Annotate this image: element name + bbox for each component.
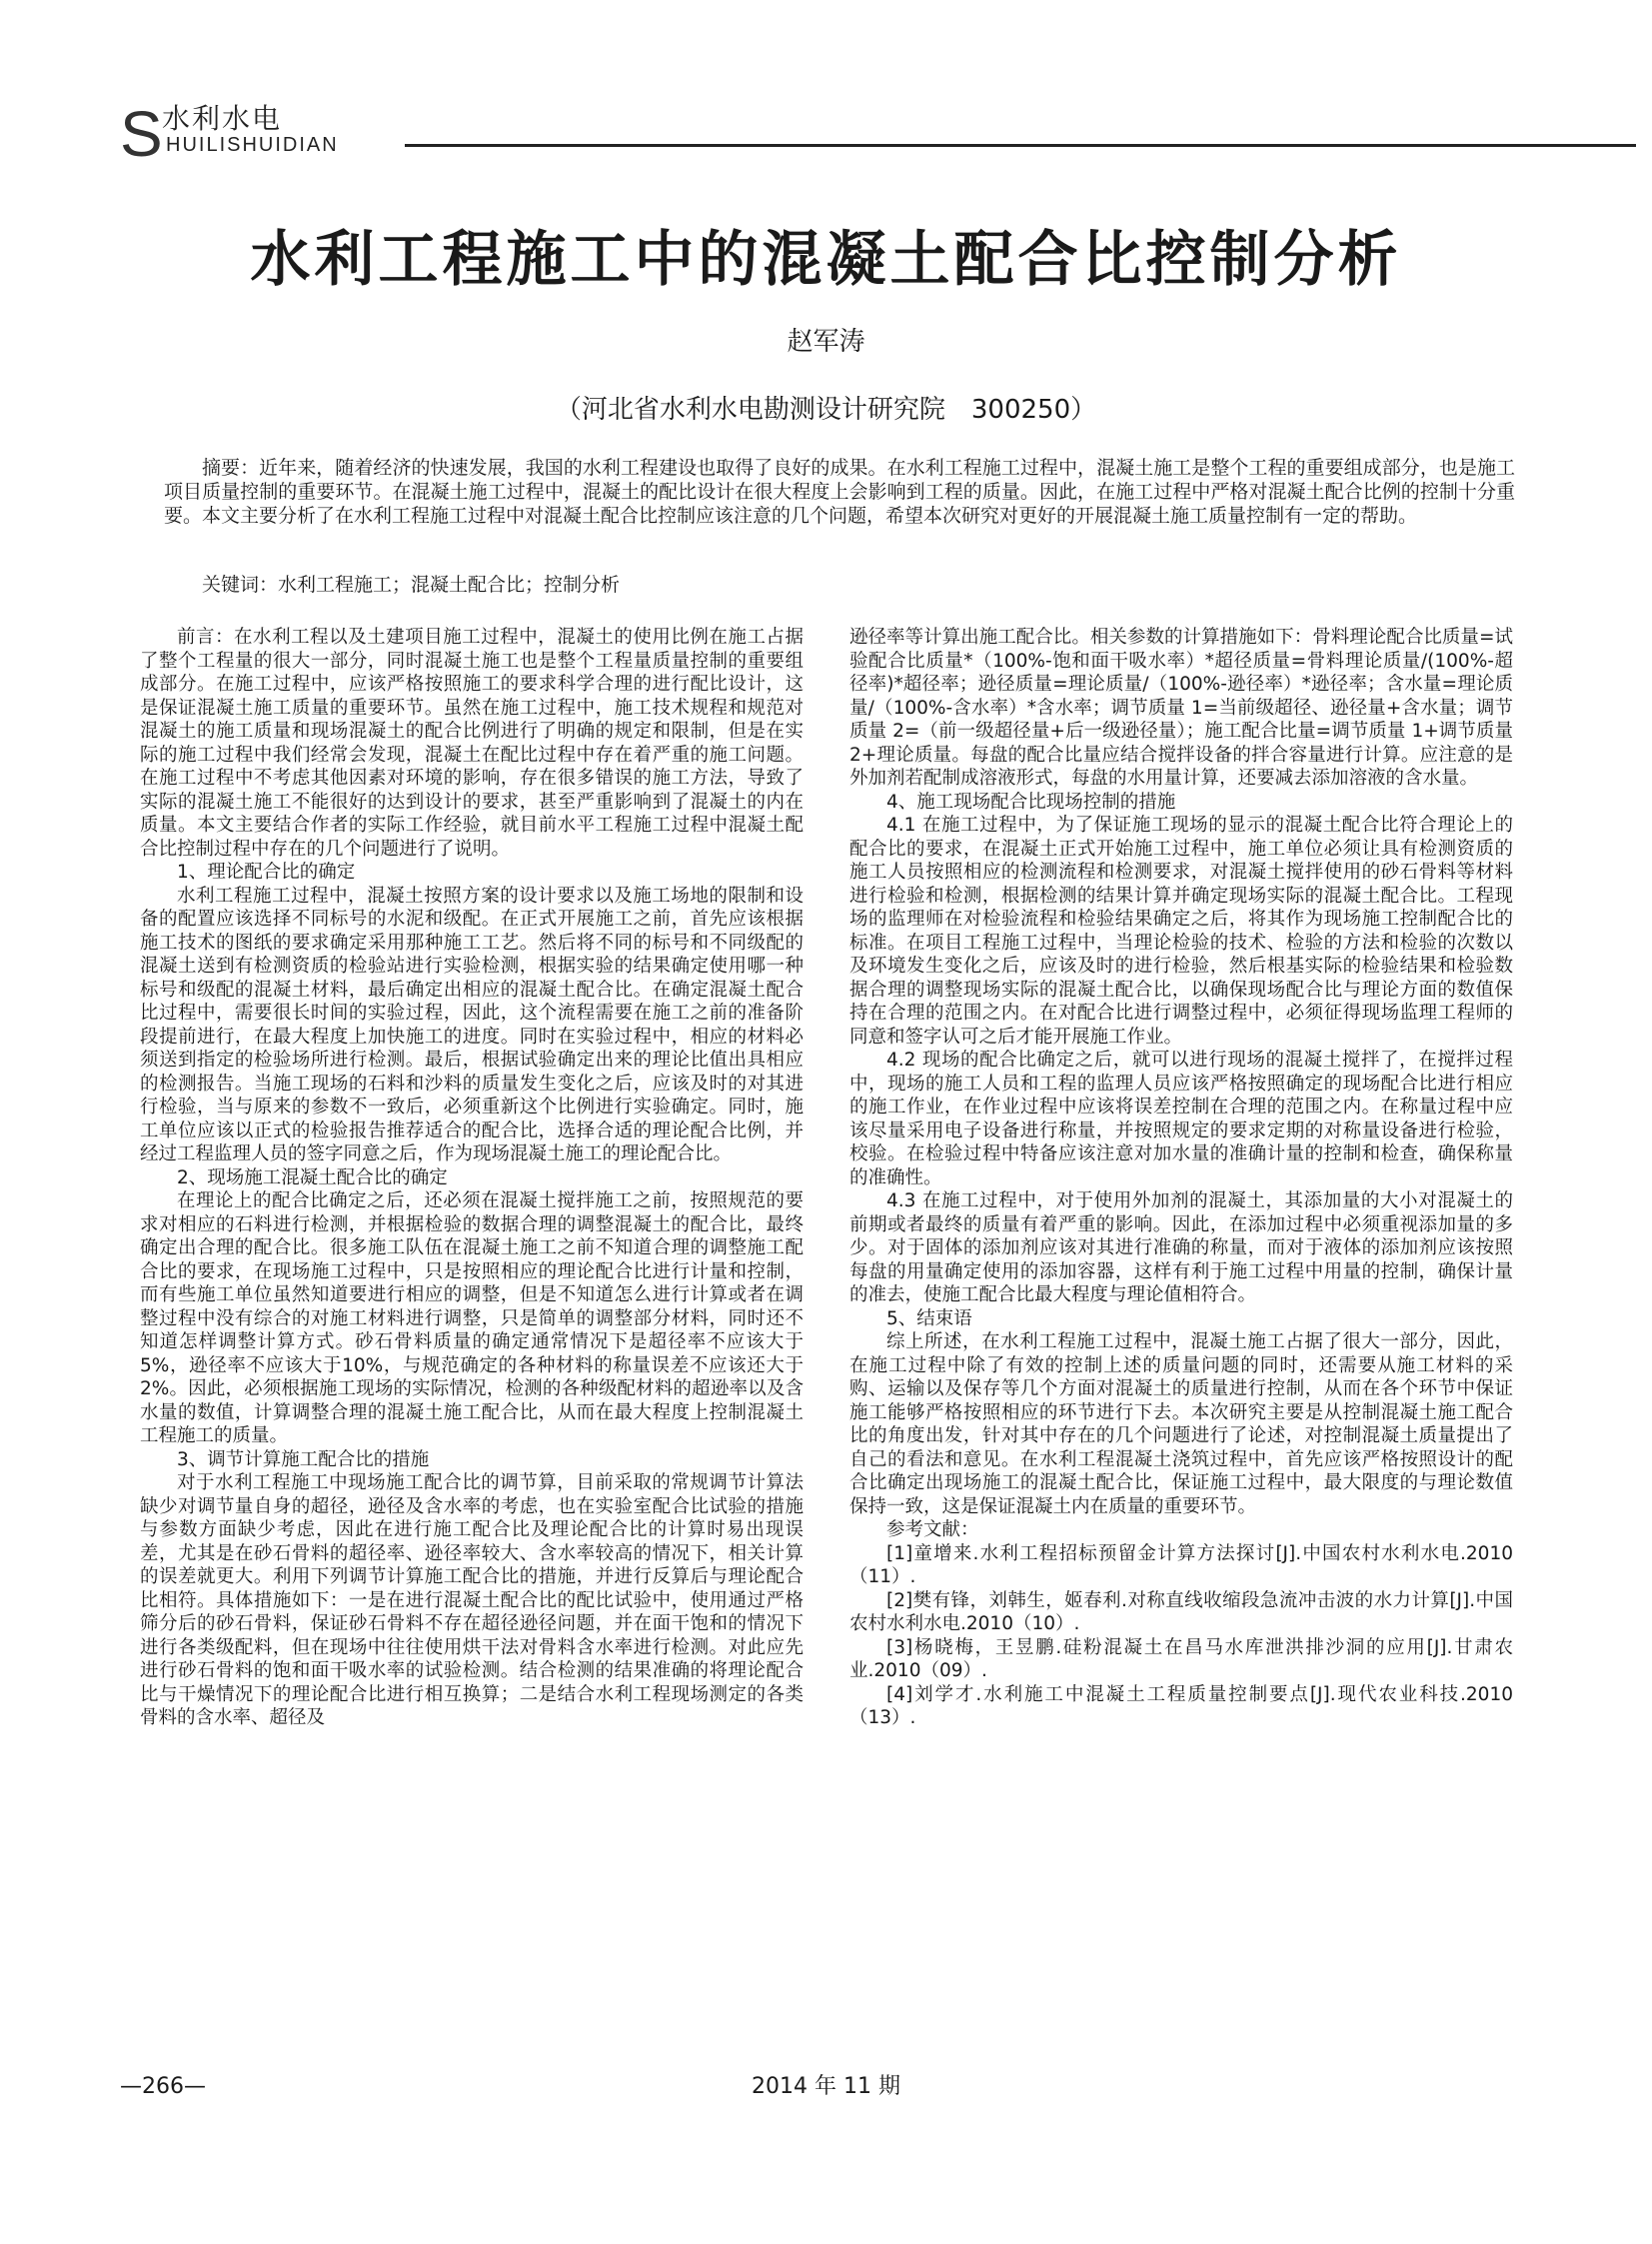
paragraph: 水利工程施工过程中，混凝土按照方案的设计要求以及施工场地的限制和设备的配置应该选择不同标号的水泥和级配。在正式开展施工之前，首先应该根据施工技术的图纸的要求确定采用那种施工工艺。然后将不同的标号和不同级配的混凝土送到有检测资质的检验站进行实验检测，根据实验的结果确定使用哪一种标号和级配的混凝土材料，最后确定出相应的混凝土配合比。在确定混凝土配合比过程中，需要很长时间的实验过程，因此，这个流程需要在施工之前的准备阶段提前进行，在最大程度上加快施工的进度。同时在实验过程中，相应的材料必须送到指定的检验场所进行检测。最后，根据试验确定出来的理论比值出具相应的检测报告。当施工现场的石料和沙料的质量发生变化之后，应该及时的对其进行检验，当与原来的参数不一致后，必须重新这个比例进行实验确定。同时，施工单位应该以正式的检验报告推荐适合的配合比，选择合适的理论配合比例，并经过工程监理人员的签字同意之后，作为现场混凝土施工的理论配合比。 <box>140 885 804 1164</box>
section-heading-4: 4、施工现场配合比现场控制的措施 <box>886 791 1176 813</box>
keywords: 关键词：水利工程施工；混凝土配合比；控制分析 <box>202 574 621 596</box>
masthead-logo-letter: S <box>120 98 163 170</box>
section-heading-3: 3、调节计算施工配合比的措施 <box>177 1448 430 1470</box>
paragraph: 4.2 现场的配合比确定之后，就可以进行现场的混凝土搅拌了，在搅拌过程中，现场的施工人员和工程的监理人员应该严格按照确定的现场配合比进行相应的施工作业，在作业过程中应该将误差控制在合理的范围之内。在称量过程中应该尽量采用电子设备进行称量，并按照规定的要求定期的对称量设备进行检验，校验。在检验过程中特备应该注意对加水量的准确计量的控制和检查，确保称量的准确性。 <box>849 1050 1513 1188</box>
reference-item: [3]杨晓梅，王昱鹏.硅粉混凝土在昌马水库泄洪排沙洞的应用[J].甘肃农业.2010（09）. <box>849 1636 1513 1681</box>
paragraph-introduction: 前言：在水利工程以及土建项目施工过程中，混凝土的使用比例在施工占据了整个工程量的很大一部分，同时混凝土施工也是整个工程量质量控制的重要组成部分。在施工过程中，应该严格按照施工的要求科学合理的进行配比设计，这是保证混凝土施工质量的重要环节。虽然在施工过程中，施工技术规程和规范对混凝土的施工质量和现场混凝土的配合比例进行了明确的规定和限制，但是在实际的施工过程中我们经常会发现，混凝土在配比过程中存在着严重的施工问题。在施工过程中不考虑其他因素对环境的影响，存在很多错误的施工方法，导致了实际的混凝土施工不能很好的达到设计的要求，甚至严重影响到了混凝土的内在质量。本文主要结合作者的实际工作经验，就目前水平工程施工过程中混凝土配合比控制过程中存在的几个问题进行了说明。 <box>140 627 804 860</box>
masthead-rule <box>405 144 1636 147</box>
journal-masthead <box>120 96 1519 170</box>
paragraph: 在理论上的配合比确定之后，还必须在混凝土搅拌施工之前，按照规范的要求对相应的石料进行检测，并根据检验的数据合理的调整混凝土的配合比，最终确定出合理的配合比。很多施工队伍在混凝土施工之前不知道合理的调整施工配合比的要求，在现场施工过程中，只是按照相应的理论配合比进行计量和控制，而有些施工单位虽然知道要进行相应的调整，但是不知道怎么进行计算或者在调整过程中没有综合的对施工材料进行调整，只是简单的调整部分材料，同时还不知道怎样调整计算方式。砂石骨料质量的确定通常情况下是超径率不应该大于5%，逊径率不应该大于10%，与规范确定的各种材料的称量误差不应该还大于2%。因此，必须根据施工现场的实际情况，检测的各种级配材料的超逊率以及含水量的数值，计算调整合理的混凝土施工配合比，从而在最大程度上控制混凝土工程施工的质量。 <box>140 1190 804 1446</box>
references-heading: 参考文献： <box>886 1519 979 1540</box>
reference-item: [1]童增来.水利工程招标预留金计算方法探讨[J].中国农村水利水电.2010（11）. <box>849 1542 1513 1587</box>
paragraph: 逊径率等计算出施工配合比。相关参数的计算措施如下：骨料理论配合比质量=试验配合比质量*（100%-饱和面干吸水率）*超径质量=骨料理论质量/(100%-超径率)*超径率；逊径质量=理论质量/（100%-逊径率）*逊径率；含水量=理论质量/（100%-含水率）*含水率；调节质量 1=当前级超径、逊径量+含水量；调节质量 2=（前一级超径量+后一级逊径量）；施工配合比量=调节质量 1+调节质量 2+理论质量。每盘的配合比量应结合搅拌设备的拌合容量进行计算。应注意的是外加剂若配制成溶液形式，每盘的水用量计算，还要减去添加溶液的含水量。 <box>849 627 1513 789</box>
paragraph: 对于水利工程施工中现场施工配合比的调节算，目前采取的常规调节计算法缺少对调节量自身的超径，逊径及含水率的考虑，也在实验室配合比试验的措施与参数方面缺少考虑，因此在进行施工配合比及理论配合比的计算时易出现误差，尤其是在砂石骨料的超径率、逊径率较大、含水率较高的情况下，相关计算的误差就更大。利用下列调节计算施工配合比的措施，并进行反算后与理论配合比相符。具体措施如下：一是在进行混凝土配合比的配比试验中，使用通过严格筛分后的砂石骨料，保证砂石骨料不存在超径逊径问题，并在面干饱和的情况下进行各类级配料，但在现场中往往使用烘干法对骨料含水率进行检测。对此应先进行砂石骨料的饱和面干吸水率的试验检测。结合检测的结果准确的将理论配合比与干燥情况下的理论配合比进行相互换算；二是结合水利工程现场测定的各类骨料的含水率、超径及 <box>140 1472 804 1728</box>
article-title: 水利工程施工中的混凝土配合比控制分析 <box>250 225 1402 295</box>
issue-label: 2014 年 11 期 <box>752 2074 900 2099</box>
author-affiliation: （河北省水利水电勘测设计研究院 300250） <box>555 395 1097 425</box>
masthead-journal-name-en: HUILISHUIDIAN <box>166 134 339 156</box>
section-heading-2: 2、现场施工混凝土配合比的确定 <box>177 1166 448 1188</box>
abstract: 摘要：近年来，随着经济的快速发展，我国的水利工程建设也取得了良好的成果。在水利工程施工过程中，混凝土施工是整个工程的重要组成部分，也是施工项目质量控制的重要环节。在混凝土施工过程中，混凝土的配比设计在很大程度上会影响到工程的质量。因此，在施工过程中严格对混凝土配合比例的控制十分重要。本文主要分析了在水利工程施工过程中对混凝土配合比控制应该注意的几个问题，希望本次研究对更好的开展混凝土施工质量控制有一定的帮助。 <box>164 457 1515 527</box>
reference-item: [2]樊有锋，刘韩生，姬春利.对称直线收缩段急流冲击波的水力计算[J].中国农村水利水电.2010（10）. <box>849 1589 1513 1634</box>
paragraph: 4.3 在施工过程中，对于使用外加剂的混凝土，其添加量的大小对混凝土的前期或者最终的质量有着严重的影响。因此，在添加过程中必须重视添加量的多少。对于固体的添加剂应该对其进行准确的称量，而对于液体的添加剂应该按照每盘的用量确定使用的添加容器，这样有利于施工过程中用量的控制，确保计量的准去，使施工配合比最大程度与理论值相符合。 <box>849 1190 1513 1305</box>
section-heading-5: 5、结束语 <box>886 1307 972 1329</box>
reference-item: [4]刘学才.水利施工中混凝土工程质量控制要点[J].现代农业科技.2010（13）. <box>849 1683 1513 1728</box>
paragraph: 4.1 在施工过程中，为了保证施工现场的显示的混凝土配合比符合理论上的配合比的要求，在混凝土正式开始施工过程中，施工单位必须让具有检测资质的施工人员按照相应的检测流程和检测要求，对混凝土搅拌使用的砂石骨料等材料进行检验和检测，根据检测的结果计算并确定现场实际的混凝土配合比。工程现场的监理师在对检验流程和检验结果确定之后，将其作为现场施工控制配合比的标准。在项目工程施工过程中，当理论检验的技术、检验的方法和检验的次数以及环境发生变化之后，应该及时的进行检验，然后根基实际的检验结果和检验数据合理的调整现场实际的混凝土配合比，以确保现场配合比与理论方面的数值保持在合理的范围之内。在对配合比进行调整过程中，必须征得现场监理工程师的同意和签字认可之后才能开展施工作业。 <box>849 815 1513 1048</box>
body-column-right <box>849 626 1513 1730</box>
masthead-journal-name: 水利水电 <box>162 102 283 135</box>
body-column-left <box>140 626 804 1730</box>
paragraph-conclusion: 综上所述，在水利工程施工过程中，混凝土施工占据了很大一部分，因此，在施工过程中除了有效的控制上述的质量问题的同时，还需要从施工材料的采购、运输以及保存等几个方面对混凝土的质量进行控制，从而在各个环节中保证施工能够严格按照相应的环节进行下去。本次研究主要是从控制混凝土施工配合比的角度出发，针对其中存在的几个问题进行了论述，对控制混凝土质量提出了自己的看法和意见。在水利工程混凝土浇筑过程中，首先应该严格按照设计的配合比确定出现场施工的混凝土配合比，保证施工过程中，最大限度的与理论数值保持一致，这是保证混凝土内在质量的重要环节。 <box>849 1331 1513 1517</box>
page-number: —266— <box>120 2074 206 2099</box>
article-author: 赵军涛 <box>787 327 865 357</box>
section-heading-1: 1、理论配合比的确定 <box>177 862 356 883</box>
